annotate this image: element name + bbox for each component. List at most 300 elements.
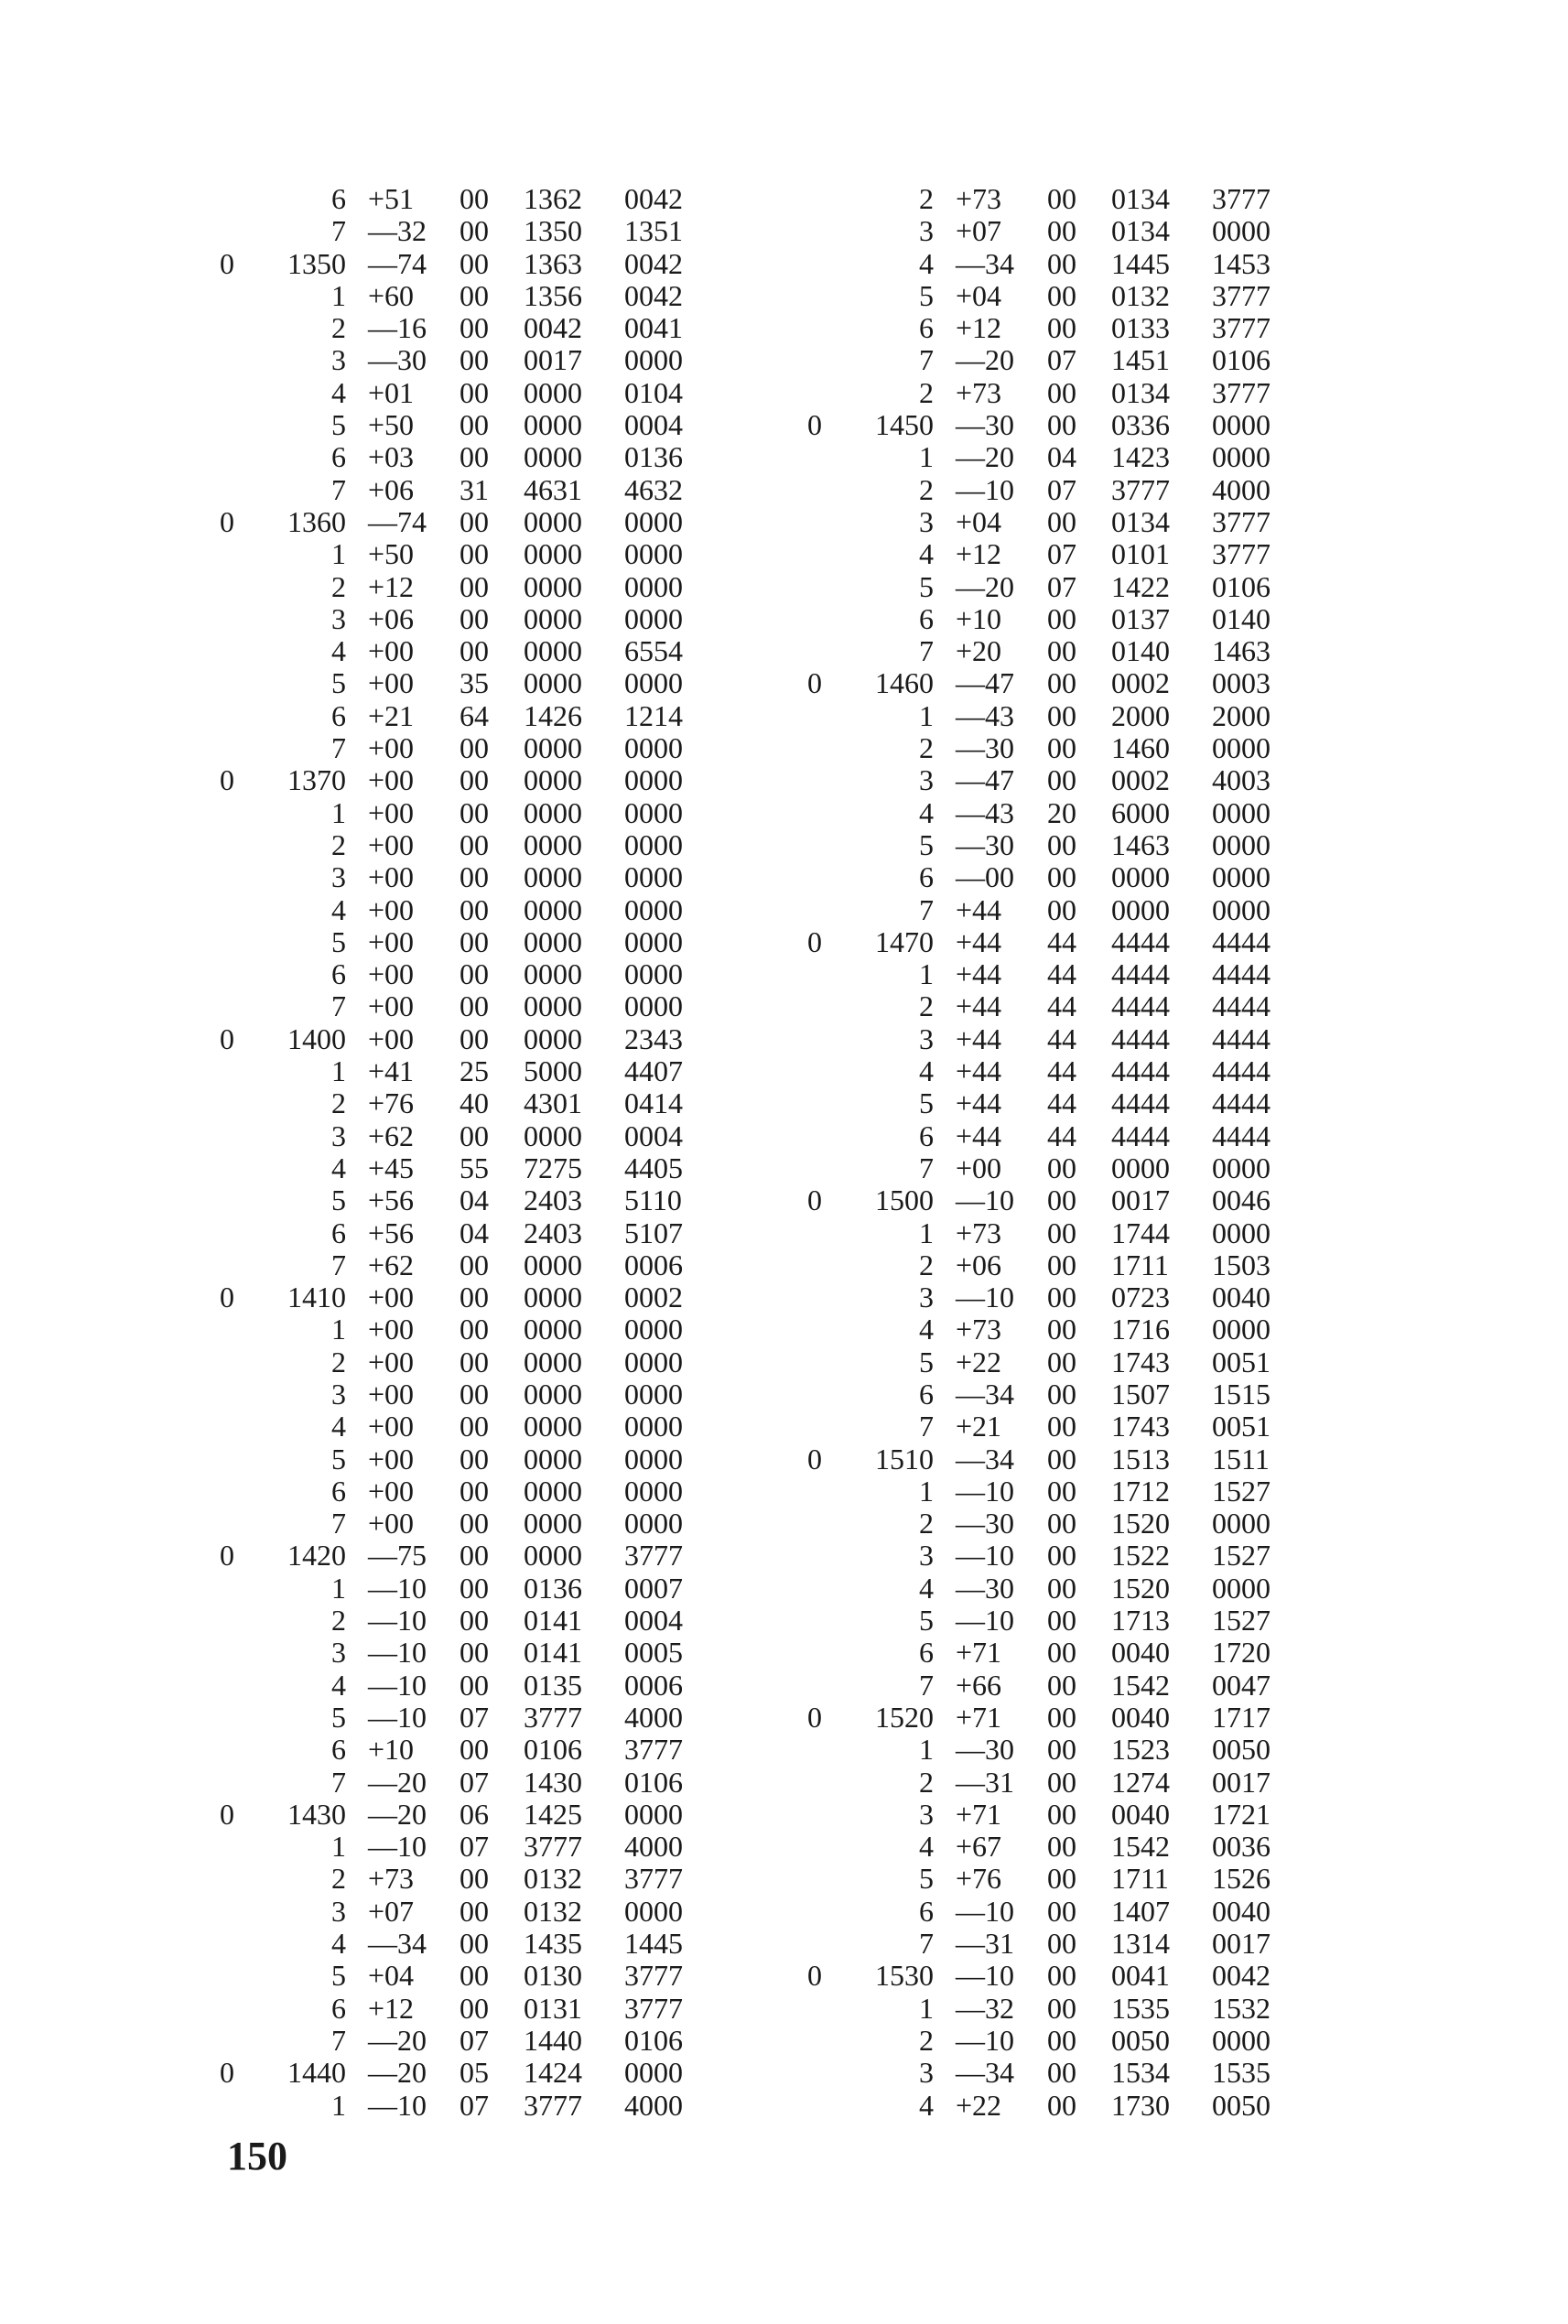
block-prefix: 0 <box>220 763 234 797</box>
operand-a: 3777 <box>524 1700 582 1734</box>
address: 2 <box>919 731 934 765</box>
address: 2 <box>919 989 934 1023</box>
operand-b: 6554 <box>624 634 683 668</box>
code-row <box>807 538 1294 570</box>
code-row <box>807 1152 1294 1184</box>
operand-b: 0000 <box>624 343 683 377</box>
index-field: 00 <box>460 1119 489 1152</box>
address: 4 <box>331 1151 346 1184</box>
operand-a: 0000 <box>524 924 582 958</box>
operand-a: 1451 <box>1111 343 1170 377</box>
address: 1410 <box>287 1281 346 1314</box>
address: 3 <box>331 860 346 894</box>
code-row <box>220 1087 707 1119</box>
index-field: 00 <box>1047 1184 1076 1217</box>
block-prefix: 0 <box>807 666 822 700</box>
block-prefix <box>220 183 245 215</box>
address: 1530 <box>875 1959 934 1993</box>
opcode: —32 <box>368 214 427 248</box>
address: 1430 <box>287 1797 346 1831</box>
operand-a: 1542 <box>1111 1668 1170 1702</box>
address: 1 <box>331 1054 346 1088</box>
block-prefix <box>807 635 833 667</box>
opcode: —34 <box>368 1927 427 1961</box>
address: 5 <box>919 1862 934 1896</box>
index-field: 00 <box>1047 1765 1076 1799</box>
block-prefix <box>807 312 833 344</box>
operand-b: 4444 <box>1212 989 1271 1023</box>
opcode: +44 <box>956 1054 1002 1088</box>
block-prefix <box>807 797 833 829</box>
operand-b: 0000 <box>624 860 683 894</box>
address: 6 <box>919 860 934 894</box>
code-row <box>220 571 707 603</box>
operand-a: 1522 <box>1111 1539 1170 1573</box>
operand-a: 0134 <box>1111 182 1170 215</box>
operand-b: 5110 <box>624 1184 682 1217</box>
block-prefix: 0 <box>220 1021 234 1055</box>
operand-b: 0040 <box>1212 1894 1271 1928</box>
code-row <box>807 506 1294 538</box>
block-prefix <box>807 1573 833 1605</box>
code-row <box>807 1896 1294 1928</box>
operand-b: 0017 <box>1212 1927 1271 1961</box>
operand-a: 0133 <box>1111 311 1170 345</box>
code-row <box>807 1281 1294 1313</box>
block-prefix <box>220 894 245 926</box>
operand-a: 1716 <box>1111 1313 1170 1346</box>
operand-b: 0000 <box>624 989 683 1023</box>
code-row <box>807 1799 1294 1831</box>
address: 5 <box>919 278 934 312</box>
block-prefix <box>807 1281 833 1313</box>
index-field: 00 <box>1047 634 1076 668</box>
operand-a: 0000 <box>524 763 582 797</box>
address: 6 <box>919 1119 934 1152</box>
code-row <box>807 2090 1294 2122</box>
block-prefix <box>807 1605 833 1637</box>
code-row <box>807 958 1294 990</box>
index-field: 00 <box>460 537 489 571</box>
opcode: —10 <box>368 1604 427 1638</box>
index-field: 00 <box>1047 731 1076 765</box>
index-field: 00 <box>1047 666 1076 700</box>
code-row <box>807 700 1294 732</box>
opcode: —34 <box>956 2056 1014 2090</box>
operand-b: 1463 <box>1212 634 1271 668</box>
operand-a: 0017 <box>1111 1184 1170 1217</box>
code-row <box>807 2057 1294 2089</box>
opcode: +00 <box>368 989 415 1023</box>
opcode: +03 <box>368 440 415 474</box>
index-field: 00 <box>1047 2023 1076 2057</box>
opcode: +00 <box>368 1345 415 1378</box>
opcode: +41 <box>368 1054 415 1088</box>
index-field: 00 <box>1047 2088 1076 2122</box>
address: 7 <box>919 1927 934 1961</box>
opcode: +73 <box>956 182 1002 215</box>
block-prefix <box>807 764 833 796</box>
index-field: 00 <box>1047 601 1076 635</box>
index-field: 00 <box>1047 1830 1076 1864</box>
operand-a: 3777 <box>524 1830 582 1864</box>
code-row <box>220 1863 707 1895</box>
index-field: 00 <box>460 1927 489 1961</box>
operand-b: 0000 <box>624 924 683 958</box>
code-row <box>807 894 1294 926</box>
index-field: 00 <box>1047 1442 1076 1475</box>
opcode: —30 <box>956 827 1014 861</box>
operand-a: 0000 <box>1111 860 1170 894</box>
operand-b: 4444 <box>1212 1054 1271 1088</box>
index-field: 00 <box>1047 214 1076 248</box>
code-row <box>220 344 707 376</box>
operand-b: 1526 <box>1212 1862 1271 1896</box>
index-field: 00 <box>460 440 489 474</box>
operand-a: 1535 <box>1111 1991 1170 2025</box>
index-field: 00 <box>1047 2056 1076 2090</box>
operand-b: 1445 <box>624 1927 683 1961</box>
opcode: —10 <box>368 2088 427 2122</box>
address: 3 <box>919 214 934 248</box>
block-prefix <box>220 1313 245 1346</box>
code-row <box>220 764 707 796</box>
address: 4 <box>919 537 934 571</box>
address: 4 <box>919 2088 934 2122</box>
address: 6 <box>331 182 346 215</box>
operand-a: 0000 <box>524 601 582 635</box>
block-prefix <box>220 280 245 312</box>
index-field: 31 <box>460 472 489 506</box>
operand-b: 4444 <box>1212 1021 1271 1055</box>
operand-a: 1711 <box>1111 1248 1169 1281</box>
opcode: +22 <box>956 2088 1002 2122</box>
address: 6 <box>331 698 346 732</box>
block-prefix <box>807 1896 833 1928</box>
index-field: 00 <box>1047 1216 1076 1249</box>
code-row <box>220 409 707 441</box>
block-prefix <box>807 2057 833 2089</box>
operand-b: 0106 <box>1212 569 1271 603</box>
block-prefix <box>220 990 245 1022</box>
index-field: 00 <box>1047 1539 1076 1573</box>
index-field: 44 <box>1047 1021 1076 1055</box>
opcode: —10 <box>956 472 1014 506</box>
opcode: +00 <box>956 1151 1002 1184</box>
opcode: +10 <box>368 1733 415 1767</box>
address: 4 <box>919 1830 934 1864</box>
code-row <box>220 1055 707 1087</box>
operand-b: 0000 <box>1212 1151 1271 1184</box>
operand-b: 1351 <box>624 214 683 248</box>
address: 2 <box>331 827 346 861</box>
address: 3 <box>919 763 934 797</box>
opcode: +67 <box>956 1830 1002 1864</box>
index-field: 00 <box>1047 892 1076 926</box>
block-prefix: 0 <box>220 1281 234 1314</box>
code-row <box>807 764 1294 796</box>
address: 7 <box>331 472 346 506</box>
opcode: +00 <box>368 666 415 700</box>
index-field: 00 <box>1047 1797 1076 1831</box>
index-field: 40 <box>460 1086 489 1120</box>
opcode: +20 <box>956 634 1002 668</box>
code-row <box>220 1508 707 1540</box>
operand-a: 0000 <box>524 1442 582 1475</box>
address: 7 <box>331 1765 346 1799</box>
block-prefix <box>807 506 833 538</box>
opcode: —10 <box>956 1184 1014 1217</box>
address: 1 <box>919 1733 934 1767</box>
code-row <box>220 248 707 280</box>
address: 1370 <box>287 763 346 797</box>
block-prefix <box>220 1152 245 1184</box>
code-row <box>220 1217 707 1249</box>
index-field: 00 <box>460 1668 489 1702</box>
index-field: 00 <box>460 246 489 280</box>
block-prefix <box>220 1993 245 2025</box>
operand-b: 0000 <box>624 731 683 765</box>
address: 6 <box>919 311 934 345</box>
operand-b: 1515 <box>1212 1377 1271 1411</box>
opcode: +00 <box>368 1281 415 1314</box>
operand-b: 1717 <box>1212 1700 1271 1734</box>
opcode: +44 <box>956 989 1002 1023</box>
operand-b: 0106 <box>624 2023 683 2057</box>
address: 4 <box>331 1927 346 1961</box>
operand-a: 1422 <box>1111 569 1170 603</box>
opcode: —20 <box>956 440 1014 474</box>
opcode: +76 <box>956 1862 1002 1896</box>
code-row <box>220 1378 707 1411</box>
index-field: 00 <box>460 408 489 442</box>
opcode: —10 <box>368 1668 427 1702</box>
index-field: 00 <box>1047 246 1076 280</box>
code-row <box>807 1508 1294 1540</box>
code-row <box>220 312 707 344</box>
code-row <box>220 1702 707 1734</box>
index-field: 44 <box>1047 924 1076 958</box>
address: 1 <box>331 795 346 829</box>
opcode: —10 <box>368 1830 427 1864</box>
address: 6 <box>331 1991 346 2025</box>
block-prefix <box>220 635 245 667</box>
block-prefix <box>807 990 833 1022</box>
opcode: +62 <box>368 1248 415 1281</box>
block-prefix <box>220 1605 245 1637</box>
code-row <box>807 571 1294 603</box>
operand-b: 0042 <box>624 278 683 312</box>
operand-b: 0000 <box>1212 1313 1271 1346</box>
address: 5 <box>919 827 934 861</box>
block-prefix <box>220 603 245 635</box>
code-row <box>220 700 707 732</box>
address: 2 <box>919 1248 934 1281</box>
index-field: 00 <box>460 1345 489 1378</box>
index-field: 00 <box>460 1991 489 2025</box>
block-prefix <box>807 1087 833 1119</box>
block-prefix <box>220 215 245 247</box>
code-row <box>807 1087 1294 1119</box>
address: 7 <box>331 214 346 248</box>
index-field: 04 <box>460 1184 489 1217</box>
code-row <box>220 1281 707 1313</box>
opcode: +06 <box>368 601 415 635</box>
opcode: —34 <box>956 1377 1014 1411</box>
block-prefix <box>220 1702 245 1734</box>
operand-a: 0000 <box>524 408 582 442</box>
opcode: —43 <box>956 698 1014 732</box>
address: 5 <box>331 1184 346 1217</box>
index-field: 00 <box>460 989 489 1023</box>
opcode: +00 <box>368 827 415 861</box>
index-field: 00 <box>460 1507 489 1540</box>
address: 1 <box>919 1991 934 2025</box>
code-row <box>220 1767 707 1799</box>
opcode: —10 <box>956 1604 1014 1638</box>
address: 7 <box>331 1248 346 1281</box>
operand-b: 3777 <box>1212 182 1271 215</box>
operand-b: 0000 <box>624 1410 683 1443</box>
code-row <box>220 441 707 473</box>
code-row <box>220 2057 707 2089</box>
operand-b: 2000 <box>1212 698 1271 732</box>
operand-b: 0017 <box>1212 1765 1271 1799</box>
opcode: +04 <box>956 278 1002 312</box>
operand-a: 0132 <box>524 1862 582 1896</box>
address: 4 <box>919 795 934 829</box>
index-field: 00 <box>460 1862 489 1896</box>
code-row <box>807 2025 1294 2057</box>
operand-b: 0000 <box>1212 827 1271 861</box>
block-prefix <box>220 1443 245 1475</box>
block-prefix: 0 <box>807 408 822 442</box>
operand-a: 0000 <box>524 731 582 765</box>
operand-b: 0000 <box>1212 892 1271 926</box>
opcode: —10 <box>956 1474 1014 1508</box>
operand-a: 0000 <box>524 1248 582 1281</box>
opcode: +12 <box>368 1991 415 2025</box>
opcode: +00 <box>368 1021 415 1055</box>
address: 2 <box>331 1345 346 1378</box>
address: 1350 <box>287 246 346 280</box>
opcode: +07 <box>368 1894 415 1928</box>
address: 7 <box>919 1668 934 1702</box>
operand-b: 4444 <box>1212 957 1271 991</box>
block-prefix <box>220 538 245 570</box>
address: 5 <box>331 666 346 700</box>
block-prefix <box>807 377 833 409</box>
code-row <box>220 183 707 215</box>
operand-b: 0000 <box>1212 731 1271 765</box>
index-field: 00 <box>1047 1345 1076 1378</box>
address: 4 <box>331 375 346 409</box>
operand-a: 4444 <box>1111 1054 1170 1088</box>
address: 1 <box>331 1830 346 1864</box>
index-field: 00 <box>460 1442 489 1475</box>
operand-a: 0000 <box>524 860 582 894</box>
operand-a: 4444 <box>1111 924 1170 958</box>
code-row <box>807 1993 1294 2025</box>
operand-a: 1507 <box>1111 1377 1170 1411</box>
opcode: +73 <box>956 1216 1002 1249</box>
code-row <box>220 1313 707 1346</box>
opcode: —47 <box>956 763 1014 797</box>
code-row <box>807 1346 1294 1378</box>
block-prefix <box>807 2090 833 2122</box>
opcode: —75 <box>368 1539 427 1573</box>
operand-a: 1426 <box>524 698 582 732</box>
operand-a: 0132 <box>1111 278 1170 312</box>
opcode: +71 <box>956 1636 1002 1670</box>
opcode: +00 <box>368 795 415 829</box>
operand-b: 0004 <box>624 1604 683 1638</box>
opcode: +22 <box>956 1345 1002 1378</box>
block-prefix <box>807 538 833 570</box>
block-prefix <box>807 1993 833 2025</box>
address: 3 <box>919 1021 934 1055</box>
index-field: 20 <box>1047 795 1076 829</box>
opcode: —10 <box>956 1894 1014 1928</box>
operand-a: 4444 <box>1111 957 1170 991</box>
address: 7 <box>331 731 346 765</box>
block-prefix <box>807 1249 833 1281</box>
operand-b: 0000 <box>624 892 683 926</box>
code-row <box>807 344 1294 376</box>
opcode: —10 <box>956 2023 1014 2057</box>
code-row <box>807 1540 1294 1572</box>
operand-a: 0132 <box>524 1894 582 1928</box>
operand-a: 0017 <box>524 343 582 377</box>
operand-b: 0000 <box>624 763 683 797</box>
operand-a: 1712 <box>1111 1474 1170 1508</box>
operand-a: 0000 <box>524 1410 582 1443</box>
index-field: 00 <box>1047 1410 1076 1443</box>
code-row <box>220 506 707 538</box>
address: 7 <box>919 1151 934 1184</box>
operand-a: 0000 <box>524 957 582 991</box>
address: 6 <box>331 440 346 474</box>
address: 4 <box>331 892 346 926</box>
opcode: —10 <box>956 1281 1014 1314</box>
address: 6 <box>331 957 346 991</box>
operand-a: 0000 <box>524 1313 582 1346</box>
operand-a: 0135 <box>524 1668 582 1702</box>
opcode: +00 <box>368 763 415 797</box>
opcode: +10 <box>956 601 1002 635</box>
address: 3 <box>331 1377 346 1411</box>
block-prefix <box>807 603 833 635</box>
address: 3 <box>919 2056 934 2090</box>
code-row <box>807 280 1294 312</box>
operand-b: 1453 <box>1212 246 1271 280</box>
opcode: +12 <box>956 311 1002 345</box>
address: 5 <box>331 924 346 958</box>
operand-a: 0000 <box>1111 892 1170 926</box>
index-field: 00 <box>1047 1151 1076 1184</box>
address: 5 <box>331 408 346 442</box>
opcode: +71 <box>956 1797 1002 1831</box>
code-row <box>807 474 1294 506</box>
operand-a: 1424 <box>524 2056 582 2090</box>
operand-a: 0336 <box>1111 408 1170 442</box>
index-field: 25 <box>460 1054 489 1088</box>
operand-a: 0134 <box>1111 375 1170 409</box>
operand-b: 0000 <box>1212 214 1271 248</box>
address: 2 <box>919 1507 934 1540</box>
block-prefix <box>220 1928 245 1960</box>
operand-a: 1445 <box>1111 246 1170 280</box>
